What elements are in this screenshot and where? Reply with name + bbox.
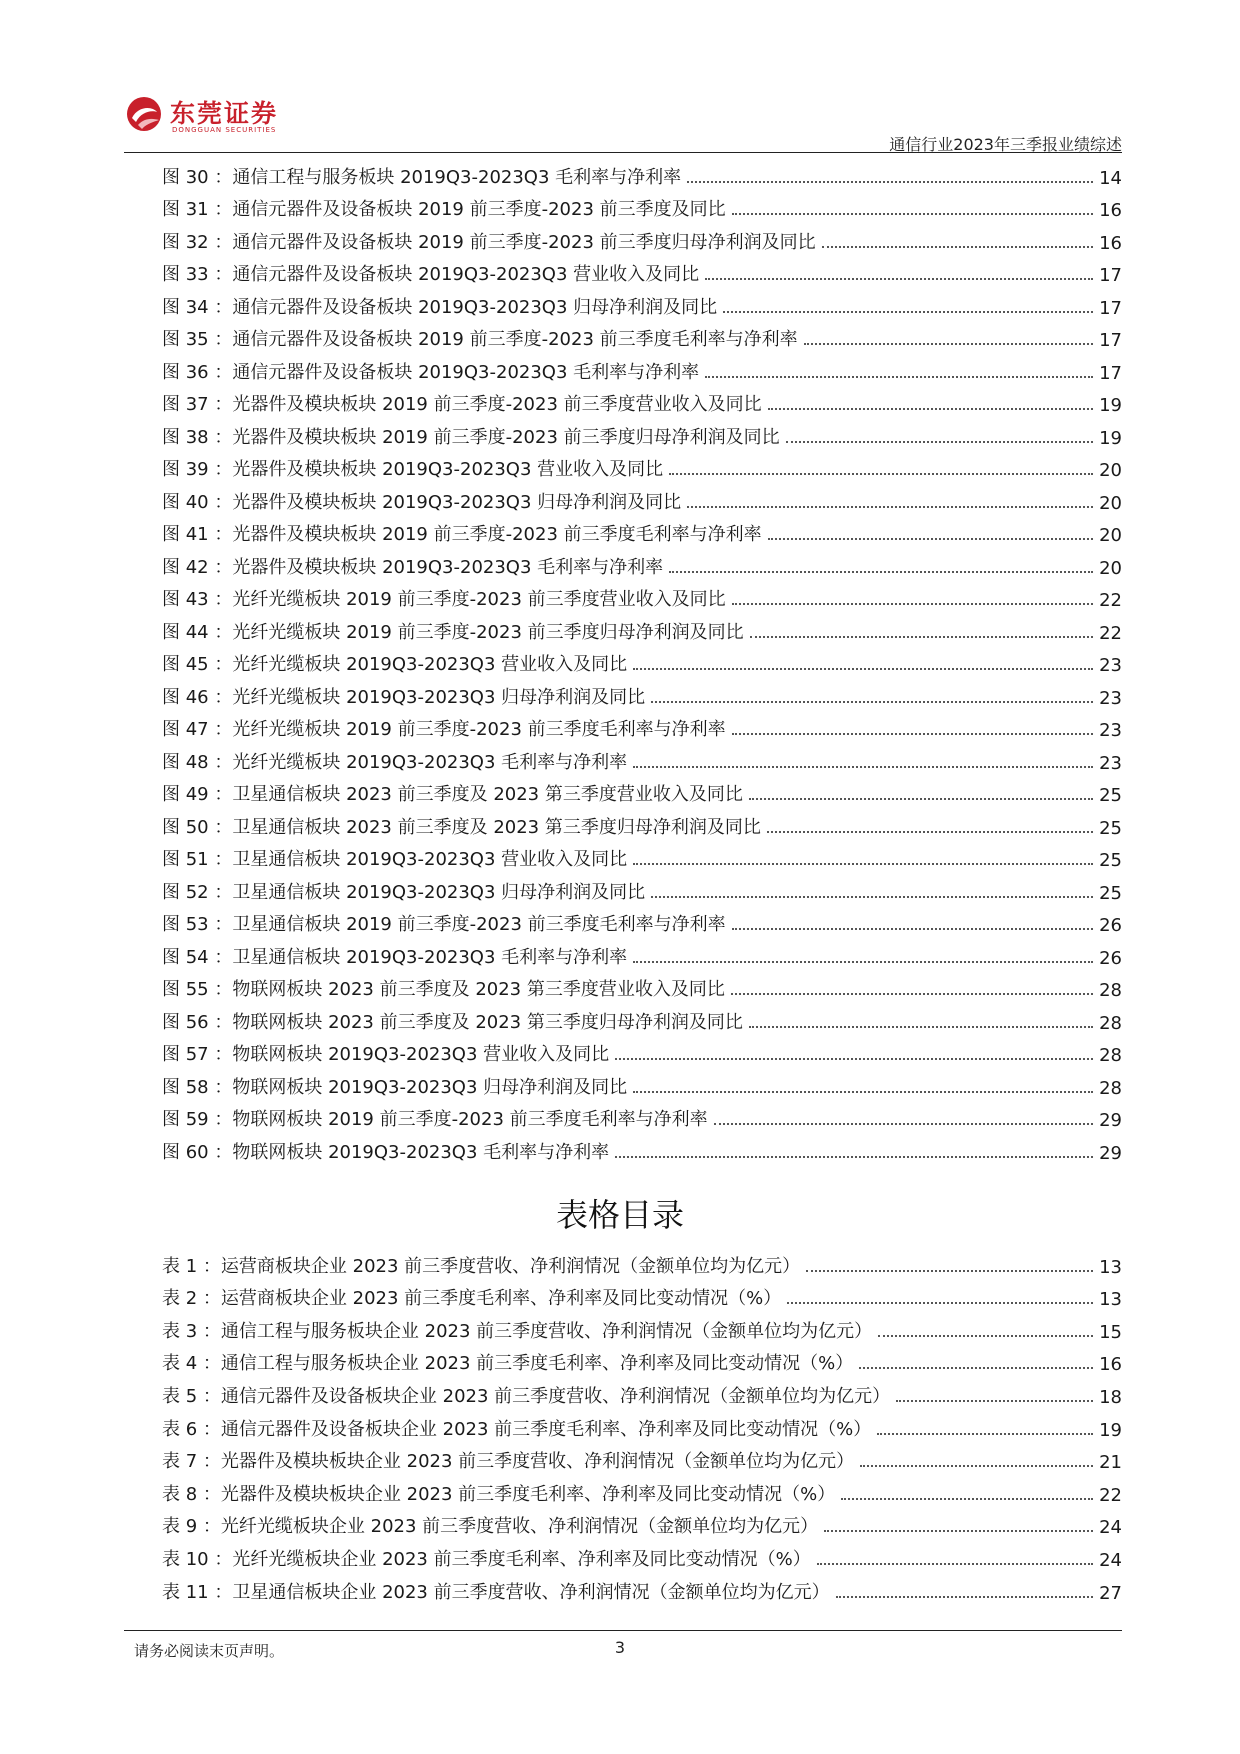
toc-dot-leader (767, 831, 1093, 833)
toc-entry-page[interactable]: 23 (1099, 720, 1122, 741)
toc-entry-page[interactable]: 13 (1099, 1289, 1122, 1311)
toc-entry-page[interactable]: 14 (1099, 167, 1122, 189)
figure-toc-entry[interactable] (162, 1066, 1122, 1099)
toc-entry-label[interactable]: 图 39 ：光器件及模块板块 2019Q3-2023Q3 营业收入及同比 (162, 459, 664, 480)
table-toc-entry[interactable] (162, 1441, 1122, 1474)
toc-entry-page[interactable]: 28 (1099, 980, 1122, 1001)
toc-dot-leader (822, 246, 1093, 248)
toc-dot-leader (633, 668, 1093, 670)
figure-toc-entry[interactable] (162, 644, 1122, 677)
toc-entry-page[interactable]: 15 (1099, 1321, 1122, 1343)
toc-entry-label[interactable]: 图 51 ：卫星通信板块 2019Q3-2023Q3 营业收入及同比 (162, 849, 628, 870)
toc-entry-label[interactable]: 表 4 ：通信工程与服务板块企业 2023 前三季度毛利率、净利率及同比变动情况（%） (162, 1353, 854, 1375)
table-toc-entry[interactable] (162, 1538, 1122, 1571)
toc-dot-leader (732, 733, 1093, 735)
page-number: 3 (614, 1638, 626, 1657)
figure-toc-entry[interactable] (162, 1131, 1122, 1164)
toc-entry-page[interactable]: 28 (1099, 1077, 1122, 1099)
toc-entry-page[interactable]: 17 (1099, 362, 1122, 384)
figure-toc-entry[interactable] (162, 969, 1122, 1002)
toc-dot-leader (749, 1026, 1093, 1028)
figure-toc-entry[interactable] (162, 514, 1122, 547)
toc-entry-label[interactable]: 图 47 ：光纤光缆板块 2019 前三季度-2023 前三季度毛利率与净利率 (162, 719, 726, 740)
toc-entry-page[interactable]: 22 (1099, 622, 1122, 644)
toc-entry-page[interactable]: 19 (1099, 427, 1122, 449)
toc-dot-leader (633, 1091, 1093, 1093)
footer-divider (124, 1630, 1122, 1631)
toc-dot-leader (615, 1156, 1093, 1158)
figure-toc-entry[interactable] (162, 709, 1122, 742)
toc-entry-page[interactable]: 24 (1099, 1549, 1122, 1571)
figure-toc-entry[interactable] (162, 741, 1122, 774)
toc-entry-page[interactable]: 29 (1099, 1142, 1122, 1164)
toc-entry-label[interactable]: 图 43 ：光纤光缆板块 2019 前三季度-2023 前三季度营业收入及同比 (162, 589, 726, 610)
toc-dot-leader (633, 863, 1093, 865)
table-toc-entry[interactable] (162, 1473, 1122, 1506)
figure-toc-entry[interactable] (162, 221, 1122, 254)
toc-dot-leader (836, 1596, 1093, 1598)
toc-entry-page[interactable]: 20 (1099, 492, 1122, 514)
toc-entry-label[interactable]: 图 53 ：卫星通信板块 2019 前三季度-2023 前三季度毛利率与净利率 (162, 914, 726, 935)
figure-toc-entry[interactable] (162, 384, 1122, 417)
toc-entry-label[interactable]: 图 46 ：光纤光缆板块 2019Q3-2023Q3 归母净利润及同比 (162, 686, 646, 708)
figure-toc-entry[interactable] (162, 416, 1122, 449)
toc-entry-page[interactable]: 21 (1099, 1452, 1122, 1474)
table-toc-entry[interactable] (162, 1310, 1122, 1343)
table-toc-entry[interactable] (162, 1278, 1122, 1311)
toc-dot-leader (732, 928, 1093, 930)
figure-toc-entry[interactable] (162, 806, 1122, 839)
tables-section-title: 表格目录 (555, 1196, 684, 1234)
toc-dot-leader (651, 701, 1093, 703)
toc-dot-leader (705, 376, 1093, 378)
toc-entry-label[interactable]: 图 36 ：通信元器件及设备板块 2019Q3-2023Q3 毛利率与净利率 (162, 361, 700, 383)
table-toc-entry[interactable] (162, 1571, 1122, 1604)
toc-entry-page[interactable]: 16 (1099, 1354, 1122, 1376)
table-toc-entry[interactable] (162, 1408, 1122, 1441)
figure-toc-entry[interactable] (162, 871, 1122, 904)
figure-toc-entry[interactable] (162, 351, 1122, 384)
toc-entry-label[interactable]: 图 38 ：光器件及模块板块 2019 前三季度-2023 前三季度归母净利润及同比 (162, 426, 780, 448)
figure-toc-entry[interactable] (162, 774, 1122, 807)
toc-entry-label[interactable]: 图 30 ：通信工程与服务板块 2019Q3-2023Q3 毛利率与净利率 (162, 166, 682, 188)
toc-entry-page[interactable]: 17 (1099, 297, 1122, 319)
toc-dot-leader (841, 1498, 1093, 1500)
toc-dot-leader (824, 1530, 1093, 1532)
toc-dot-leader (615, 1058, 1093, 1060)
toc-entry-label[interactable]: 图 33 ：通信元器件及设备板块 2019Q3-2023Q3 营业收入及同比 (162, 264, 700, 285)
toc-entry-label[interactable]: 表 2 ：运营商板块企业 2023 前三季度毛利率、净利率及同比变动情况（%） (162, 1288, 782, 1310)
table-toc-entry[interactable] (162, 1245, 1122, 1278)
company-logo (126, 96, 386, 140)
brand-name-cn: 东莞证券 (170, 99, 279, 128)
toc-entry-page[interactable]: 26 (1099, 947, 1122, 969)
toc-entry-label[interactable]: 表 7 ：光器件及模块板块企业 2023 前三季度营收、净利润情况（金额单位均为亿元） (162, 1451, 855, 1473)
page-header (124, 92, 1122, 154)
toc-dot-leader (732, 603, 1093, 605)
toc-entry-label[interactable]: 图 37 ：光器件及模块板块 2019 前三季度-2023 前三季度营业收入及同比 (162, 394, 762, 415)
toc-dot-leader (705, 278, 1093, 280)
toc-entry-page[interactable]: 16 (1099, 200, 1122, 221)
toc-entry-label[interactable]: 图 35 ：通信元器件及设备板块 2019 前三季度-2023 前三季度毛利率与净利率 (162, 329, 798, 350)
toc-dot-leader (877, 1433, 1093, 1435)
figure-toc-entry[interactable] (162, 319, 1122, 352)
figure-toc-entry[interactable] (162, 449, 1122, 482)
toc-entry-page[interactable]: 13 (1099, 1256, 1122, 1278)
toc-entry-page[interactable]: 20 (1099, 557, 1122, 579)
figure-toc-entry[interactable] (162, 936, 1122, 969)
toc-entry-label[interactable]: 表 6 ：通信元器件及设备板块企业 2023 前三季度毛利率、净利率及同比变动情况（%） (162, 1418, 872, 1440)
toc-dot-leader (860, 1465, 1093, 1467)
table-toc-entry[interactable] (162, 1343, 1122, 1376)
toc-entry-page[interactable]: 20 (1099, 460, 1122, 481)
toc-dot-leader (817, 1563, 1093, 1565)
toc-entry-page[interactable]: 25 (1099, 817, 1122, 839)
toc-dot-leader (687, 181, 1093, 183)
table-toc (162, 1245, 1122, 1604)
toc-entry-label[interactable]: 图 48 ：光纤光缆板块 2019Q3-2023Q3 毛利率与净利率 (162, 751, 628, 773)
figure-toc-entry[interactable] (162, 1001, 1122, 1034)
figure-toc-entry[interactable] (162, 579, 1122, 612)
logo-mark-icon (126, 96, 162, 132)
toc-dot-leader (896, 1400, 1093, 1402)
toc-entry-label[interactable]: 图 52 ：卫星通信板块 2019Q3-2023Q3 归母净利润及同比 (162, 881, 646, 903)
toc-entry-label[interactable]: 图 34 ：通信元器件及设备板块 2019Q3-2023Q3 归母净利润及同比 (162, 296, 718, 318)
toc-entry-page[interactable]: 22 (1099, 1484, 1122, 1506)
toc-dot-leader (633, 961, 1093, 963)
toc-entry-label[interactable]: 图 59 ：物联网板块 2019 前三季度-2023 前三季度毛利率与净利率 (162, 1109, 708, 1130)
toc-entry-label[interactable]: 表 1 ：运营商板块企业 2023 前三季度营收、净利润情况（金额单位均为亿元） (162, 1255, 801, 1277)
toc-entry-label[interactable]: 图 57 ：物联网板块 2019Q3-2023Q3 营业收入及同比 (162, 1044, 610, 1065)
figure-toc (162, 156, 1122, 1164)
toc-dot-leader (768, 408, 1093, 410)
toc-entry-label[interactable]: 图 41 ：光器件及模块板块 2019 前三季度-2023 前三季度毛利率与净利率 (162, 524, 762, 545)
toc-entry-label[interactable]: 表 11 ：卫星通信板块企业 2023 前三季度营收、净利润情况（金额单位均为亿元） (162, 1581, 830, 1603)
toc-dot-leader (669, 473, 1093, 475)
toc-dot-leader (723, 311, 1093, 313)
figure-toc-entry[interactable] (162, 904, 1122, 937)
toc-dot-leader (787, 1302, 1093, 1304)
toc-dot-leader (750, 636, 1093, 638)
figure-toc-entry[interactable] (162, 286, 1122, 319)
toc-entry-label[interactable]: 表 10 ：光纤光缆板块企业 2023 前三季度毛利率、净利率及同比变动情况（%） (162, 1548, 811, 1570)
toc-entry-label[interactable]: 图 55 ：物联网板块 2023 前三季度及 2023 第三季度营业收入及同比 (162, 979, 725, 1000)
figure-toc-entry[interactable] (162, 156, 1122, 189)
toc-entry-page[interactable]: 22 (1099, 590, 1122, 611)
toc-dot-leader (714, 1123, 1093, 1125)
toc-dot-leader (633, 766, 1093, 768)
toc-entry-page[interactable]: 25 (1099, 785, 1122, 806)
toc-dot-leader (878, 1335, 1093, 1337)
toc-entry-label[interactable]: 图 50 ：卫星通信板块 2023 前三季度及 2023 第三季度归母净利润及同比 (162, 816, 761, 838)
brand-name-en: DONGGUAN SECURITIES (172, 126, 277, 134)
toc-dot-leader (731, 993, 1093, 995)
toc-dot-leader (651, 896, 1093, 898)
toc-entry-page[interactable]: 24 (1099, 1517, 1122, 1539)
figure-toc-entry[interactable] (162, 1034, 1122, 1067)
toc-entry-page[interactable]: 26 (1099, 915, 1122, 936)
toc-entry-label[interactable]: 图 54 ：卫星通信板块 2019Q3-2023Q3 毛利率与净利率 (162, 946, 628, 968)
table-toc-entry[interactable] (162, 1375, 1122, 1408)
toc-entry-label[interactable]: 图 44 ：光纤光缆板块 2019 前三季度-2023 前三季度归母净利润及同比 (162, 621, 744, 643)
header-divider (124, 152, 1122, 153)
toc-entry-label[interactable]: 图 40 ：光器件及模块板块 2019Q3-2023Q3 归母净利润及同比 (162, 491, 682, 513)
toc-dot-leader (749, 798, 1093, 800)
toc-dot-leader (768, 538, 1093, 540)
toc-entry-page[interactable]: 28 (1099, 1045, 1122, 1066)
toc-entry-label[interactable]: 图 42 ：光器件及模块板块 2019Q3-2023Q3 毛利率与净利率 (162, 556, 664, 578)
figure-toc-entry[interactable] (162, 481, 1122, 514)
toc-dot-leader (732, 213, 1093, 215)
toc-entry-page[interactable]: 19 (1099, 1419, 1122, 1441)
figure-toc-entry[interactable] (162, 546, 1122, 579)
toc-entry-page[interactable]: 28 (1099, 1012, 1122, 1034)
figure-toc-entry[interactable] (162, 189, 1122, 222)
toc-entry-label[interactable]: 图 56 ：物联网板块 2023 前三季度及 2023 第三季度归母净利润及同比 (162, 1011, 743, 1033)
toc-dot-leader (669, 571, 1093, 573)
toc-dot-leader (859, 1367, 1093, 1369)
toc-entry-page[interactable]: 17 (1099, 330, 1122, 351)
figure-toc-entry[interactable] (162, 254, 1122, 287)
table-toc-entry[interactable] (162, 1506, 1122, 1539)
toc-entry-page[interactable]: 23 (1099, 752, 1122, 774)
report-title: 通信行业2023年三季报业绩综述 (889, 135, 1122, 154)
toc-entry-label[interactable]: 表 9 ：光纤光缆板块企业 2023 前三季度营收、净利润情况（金额单位均为亿元） (162, 1516, 819, 1538)
toc-entry-page[interactable]: 25 (1099, 850, 1122, 871)
toc-entry-label[interactable]: 图 32 ：通信元器件及设备板块 2019 前三季度-2023 前三季度归母净利润及同比 (162, 231, 816, 253)
toc-dot-leader (687, 506, 1093, 508)
toc-entry-label[interactable]: 表 8 ：光器件及模块板块企业 2023 前三季度毛利率、净利率及同比变动情况（%） (162, 1483, 836, 1505)
toc-entry-page[interactable]: 19 (1099, 395, 1122, 416)
toc-entry-page[interactable]: 23 (1099, 655, 1122, 676)
footer-disclaimer: 请务必阅读末页声明。 (134, 1642, 285, 1660)
toc-entry-label[interactable]: 图 49 ：卫星通信板块 2023 前三季度及 2023 第三季度营业收入及同比 (162, 784, 743, 805)
figure-toc-entry[interactable] (162, 676, 1122, 709)
toc-dot-leader (804, 343, 1093, 345)
toc-entry-label[interactable]: 图 31 ：通信元器件及设备板块 2019 前三季度-2023 前三季度及同比 (162, 199, 726, 220)
toc-entry-page[interactable]: 29 (1099, 1110, 1122, 1131)
toc-entry-page[interactable]: 18 (1099, 1386, 1122, 1408)
figure-toc-entry[interactable] (162, 611, 1122, 644)
toc-entry-label[interactable]: 图 45 ：光纤光缆板块 2019Q3-2023Q3 营业收入及同比 (162, 654, 628, 675)
figure-toc-entry[interactable] (162, 1099, 1122, 1132)
toc-entry-page[interactable]: 27 (1099, 1582, 1122, 1604)
toc-dot-leader (786, 441, 1093, 443)
toc-entry-label[interactable]: 图 60 ：物联网板块 2019Q3-2023Q3 毛利率与净利率 (162, 1141, 610, 1163)
toc-entry-page[interactable]: 25 (1099, 882, 1122, 904)
toc-entry-label[interactable]: 表 5 ：通信元器件及设备板块企业 2023 前三季度营收、净利润情况（金额单位均为亿元） (162, 1385, 891, 1407)
figure-toc-entry[interactable] (162, 839, 1122, 872)
toc-entry-label[interactable]: 图 58 ：物联网板块 2019Q3-2023Q3 归母净利润及同比 (162, 1076, 628, 1098)
toc-entry-page[interactable]: 23 (1099, 687, 1122, 709)
toc-dot-leader (806, 1270, 1093, 1272)
toc-entry-label[interactable]: 表 3 ：通信工程与服务板块企业 2023 前三季度营收、净利润情况（金额单位均为亿元） (162, 1320, 873, 1342)
toc-entry-page[interactable]: 17 (1099, 265, 1122, 286)
toc-entry-page[interactable]: 16 (1099, 232, 1122, 254)
toc-entry-page[interactable]: 20 (1099, 525, 1122, 546)
